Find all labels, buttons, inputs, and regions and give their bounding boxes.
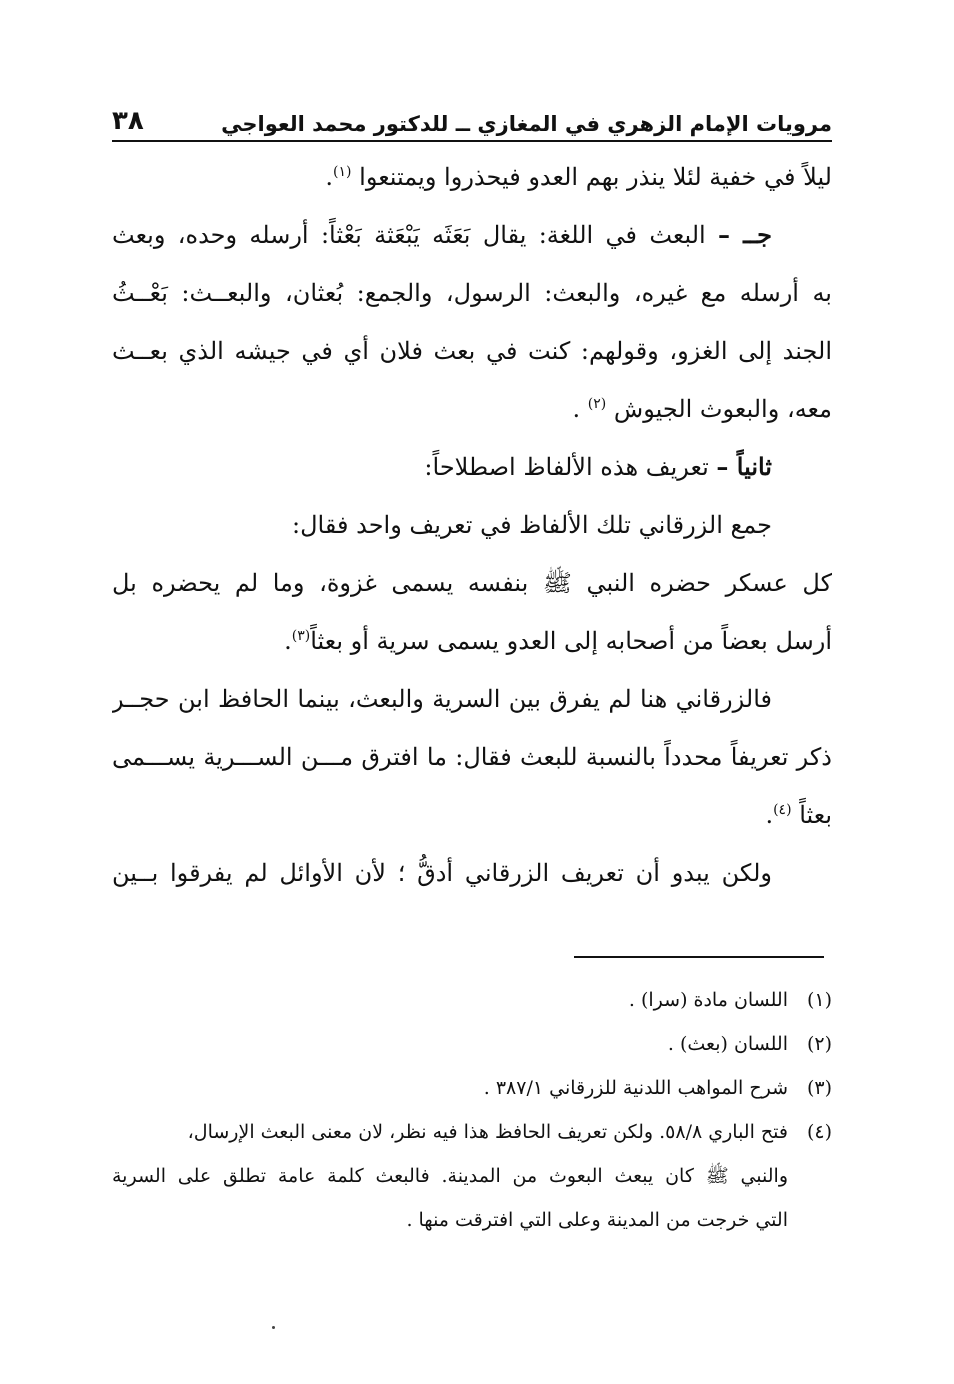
text-line <box>112 438 832 496</box>
footnote-item <box>112 1066 832 1110</box>
line-text: ليلاً في خفية لئلا ينذر بهم العدو فيحذروا ويمتنعوا <box>359 163 832 191</box>
text-line <box>112 264 832 322</box>
punctuation: . <box>572 395 588 423</box>
footnote-ref-4: (٤) <box>773 802 792 818</box>
footnote-number: (٣) <box>806 1077 832 1099</box>
scan-speck <box>272 1326 275 1329</box>
footnote-item <box>112 1110 832 1154</box>
section-heading-thaniyan: ثانياً – <box>716 452 772 481</box>
text-line <box>112 670 832 728</box>
footnotes <box>112 978 832 1242</box>
line-text: بعثاً <box>799 801 832 829</box>
line-text: فالزرقاني هنا لم يفرق بين السرية والبعث، بينما الحافظ ابن حجــر <box>112 685 772 713</box>
line-text: كل عسكر حضره النبي ﷺ بنفسه يسمى غزوة، وما لم يحضره بل <box>112 569 832 597</box>
header-title: مرويات الإمام الزهري في المغازي ــ للدكتور محمد العواجي <box>221 112 832 136</box>
text-line <box>112 496 832 554</box>
footnote-item <box>112 1022 832 1066</box>
line-text: تعريف هذه الألفاظ اصطلاحاً: <box>424 453 709 481</box>
line-text: الجند إلى الغزو، وقولهم: كنت في بعث فلان أي في جيشه الذي بعــث <box>112 337 832 365</box>
footnote-item <box>112 978 832 1022</box>
footnote-text: اللسان مادة (سرا) . <box>628 989 788 1011</box>
text-line <box>112 322 832 380</box>
footnote-text: فتح الباري ٥٨/٨. ولكن تعريف الحافظ هذا فيه نظر، لان معنى البعث الإرسال، <box>187 1121 788 1143</box>
footnote-ref-2: (٢) <box>587 396 607 412</box>
line-text: جمع الزرقاني تلك الألفاظ في تعريف واحد فقال: <box>292 511 772 539</box>
footnote-separator <box>574 956 824 958</box>
text-line <box>112 612 832 670</box>
text-line <box>112 844 832 902</box>
line-text: ذكر تعريفاً محدداً بالنسبة للبعث فقال: ما افترق مـــن الســـرية يســـمى <box>112 743 832 771</box>
footnote-number: (١) <box>806 989 832 1011</box>
footnote-text: شرح المواهب اللدنية للزرقاني ٣٨٧/١ . <box>483 1077 788 1099</box>
footnote-continuation: والنبي ﷺ كان يبعث البعوث من المدينة. فالبعث كلمة عامة تطلق على السرية <box>112 1165 788 1187</box>
section-marker-jim: جــ – <box>718 220 772 249</box>
running-header <box>112 96 832 142</box>
page-number: ٣٨ <box>112 106 144 136</box>
footnote-number: (٢) <box>806 1033 832 1055</box>
text-line <box>112 148 832 206</box>
main-text <box>112 148 832 902</box>
punctuation: . <box>765 801 774 829</box>
footnote-continuation: التي خرجت من المدينة وعلى التي افترقت منها . <box>406 1209 788 1231</box>
footnote-number: (٤) <box>806 1121 832 1143</box>
line-text: ولكن يبدو أن تعريف الزرقاني أدقُّ ؛ لأن الأوائل لم يفرقوا بــين <box>112 859 773 887</box>
footnote-ref-3: (٣) <box>291 628 311 644</box>
footnote-ref-1: (١) <box>333 164 352 180</box>
punctuation: . <box>325 163 334 191</box>
text-line <box>112 728 832 786</box>
line-text: به أرسله مع غيره، والبعث: الرسول، والجمع: بُعثان، والبعــث: بَعْــثُ <box>112 279 832 307</box>
text-line <box>112 786 832 844</box>
text-line <box>112 380 832 438</box>
footnote-text: اللسان (بعث) . <box>667 1033 788 1055</box>
text-line <box>112 554 832 612</box>
line-text: أرسل بعضاً من أصحابه إلى العدو يسمى سرية أو بعثاً <box>310 627 832 655</box>
text-line <box>112 206 832 264</box>
punctuation: . <box>284 627 292 655</box>
line-text: البعث في اللغة: يقال بَعَثَه يَبْعَثة بَعْثاً: أرسله وحده، وبعث <box>112 221 706 249</box>
line-text: معه، والبعوث الجيوش <box>613 395 832 423</box>
